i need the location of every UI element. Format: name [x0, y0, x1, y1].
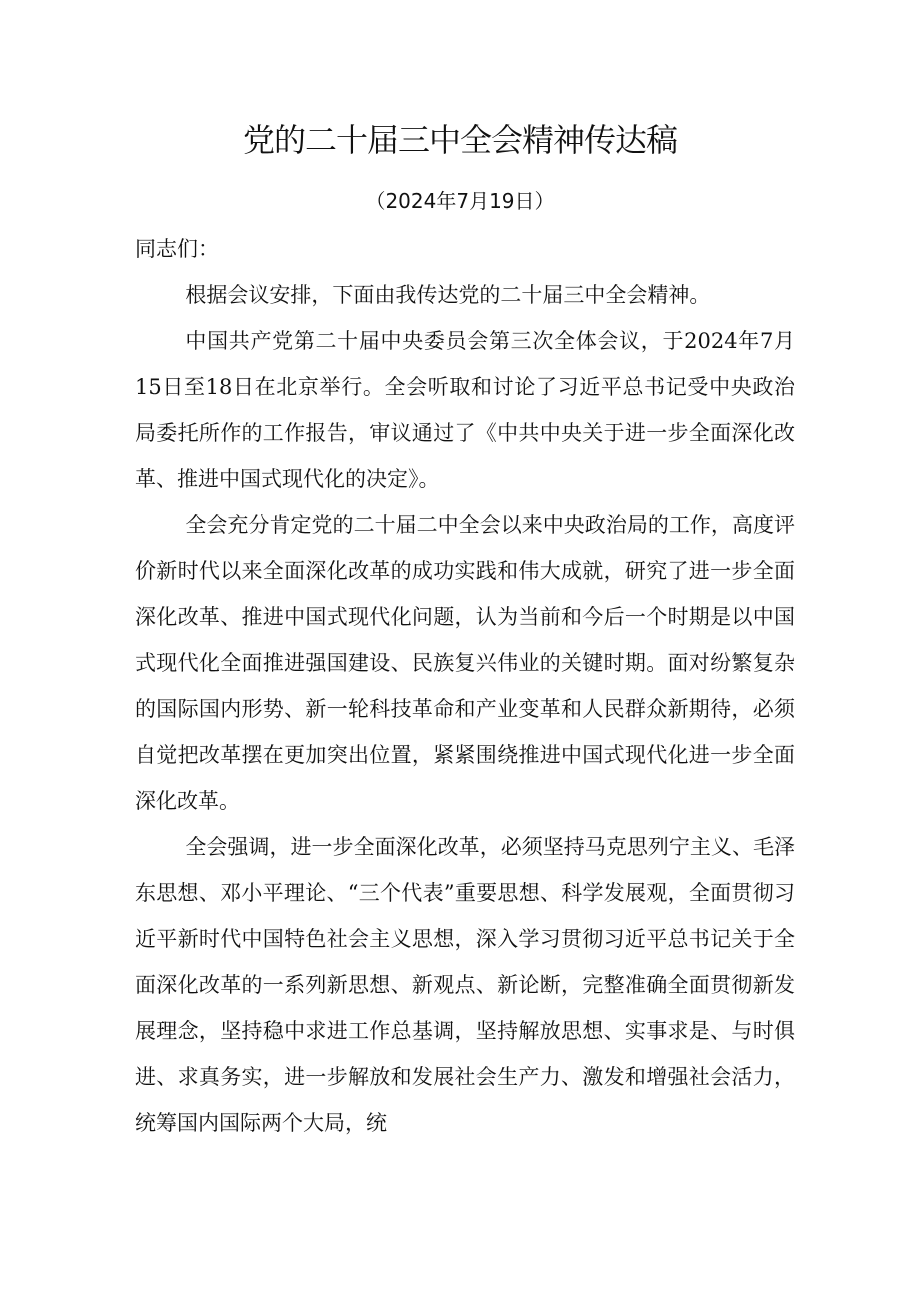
document-body: [135, 226, 795, 1146]
document-title: 党的二十届三中全会精神传达稿: [242, 121, 677, 159]
paragraph: 全会强调，进一步全面深化改革，必须坚持马克思列宁主义、毛泽东思想、邓小平理论、“三个代表”重要思想、科学发展观，全面贯彻习近平新时代中国特色社会主义思想，深入学习贯彻习近平总书记关于全面深化改革的一系列新思想、新观点、新论断，完整准确全面贯彻新发展理念，坚持稳中求进工作总基调，坚持解放思想、实事求是、与时俱进、求真务实，进一步解放和发展社会生产力、激发和增强社会活力，统筹国内国际两个大局，统: [135, 835, 795, 1135]
paragraph: 全会充分肯定党的二十届二中全会以来中央政治局的工作，高度评价新时代以来全面深化改革的成功实践和伟大成就，研究了进一步全面深化改革、推进中国式现代化问题，认为当前和今后一个时期是以中国式现代化全面推进强国建设、民族复兴伟业的关键时期。面对纷繁复杂的国际国内形势、新一轮科技革命和产业变革和人民群众新期待，必须自觉把改革摆在更加突出位置，紧紧围绕推进中国式现代化进一步全面深化改革。: [135, 513, 795, 813]
paragraph: 中国共产党第二十届中央委员会第三次全体会议，于2024年7月15日至18日在北京举行。全会听取和讨论了习近平总书记受中央政治局委托所作的工作报告，审议通过了《中共中央关于进一步全面深化改革、推进中国式现代化的决定》。: [135, 329, 795, 491]
paragraph: 根据会议安排，下面由我传达党的二十届三中全会精神。: [185, 283, 711, 307]
document-date: （2024年7月19日）: [365, 189, 555, 213]
salutation: 同志们：: [135, 237, 219, 261]
